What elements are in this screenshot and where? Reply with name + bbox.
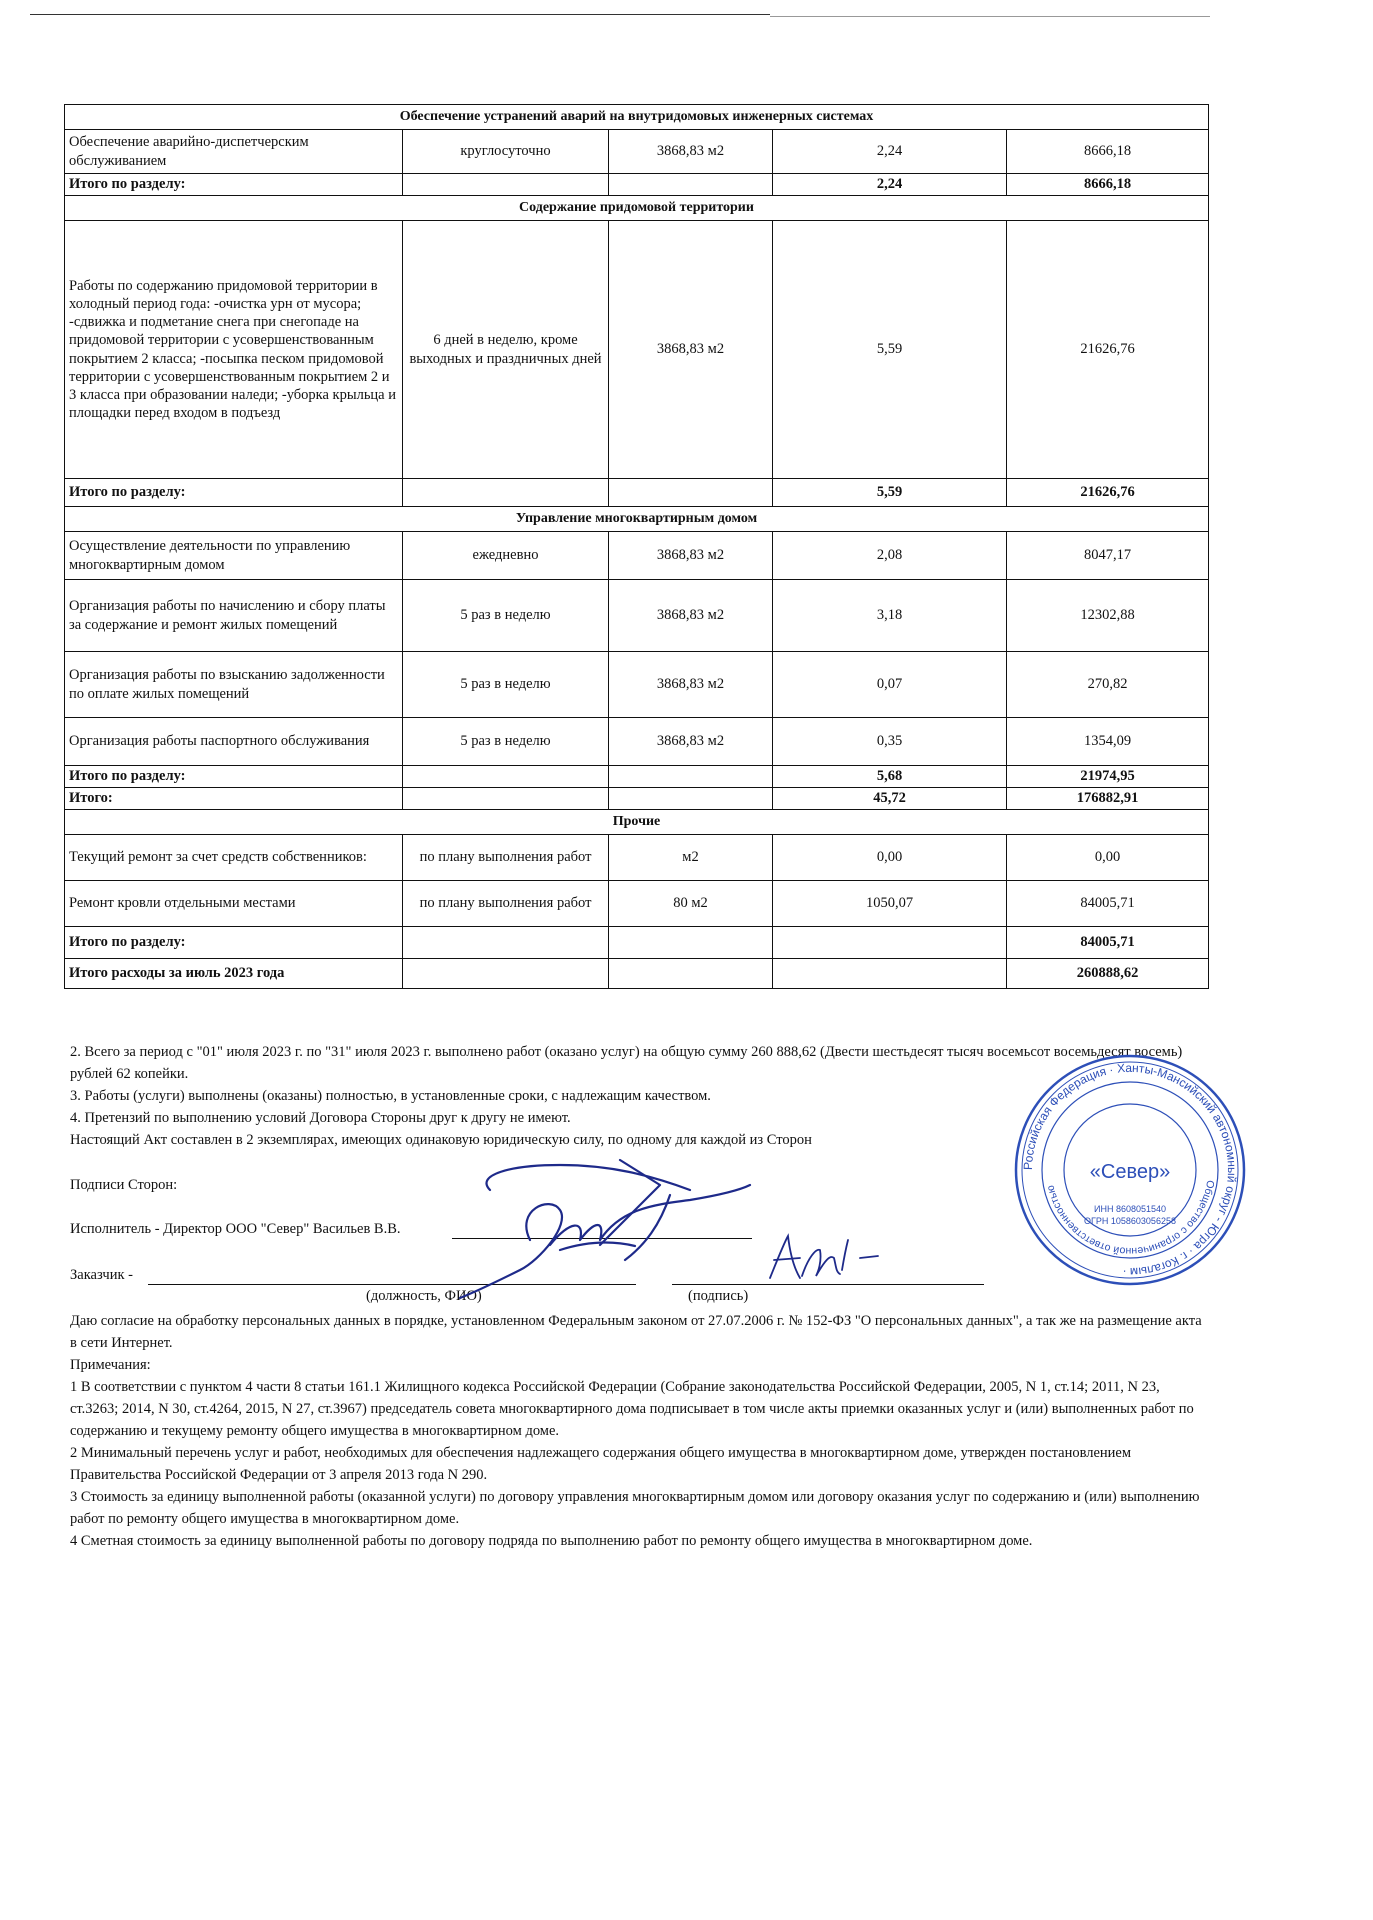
periodicity: 5 раз в неделю (403, 652, 609, 718)
table-row (65, 881, 1209, 927)
statement-copies: Настоящий Акт составлен в 2 экземплярах, имеющих одинаковую юридическую силу, по одному для каждой из Сторон (70, 1132, 812, 1148)
work-name: Осуществление деятельности по управлению многоквартирным домом (65, 532, 403, 580)
work-name: Обеспечение аварийно-диспетчерским обслуживанием (65, 130, 403, 174)
note-1: 1 В соответствии с пунктом 4 части 8 статьи 161.1 Жилищного кодекса Российской Федерации (Собрание законодательства Российской Федерации, 2005, N 1, ст.14; 2011, N 23, ст.3263; 2014, N 30, ст.4264, 2015, N 27, ст.3967) председатель совета многоквартирного дома подписывает в том числе акты приемки оказанных услуг и (или) выполненных работ по содержанию и текущему ремонту общего имущества в многоквартирном доме. (70, 1379, 1194, 1439)
customer-signature (760, 1228, 900, 1288)
stamp-center-text: «Север» (1089, 1161, 1171, 1183)
work-name: Ремонт кровли отдельными местами (65, 881, 403, 927)
work-name: Текущий ремонт за счет средств собственников: (65, 835, 403, 881)
statement-total: 2. Всего за период с "01" июля 2023 г. по "31" июля 2023 г. выполнено работ (оказано услуг) на общую сумму 260 888,62 (Двести шестьдесят тысяч восемьсот восемьдесят восемь) рублей 62 копейки. (70, 1044, 1183, 1082)
periodicity: круглосуточно (403, 130, 609, 174)
section-header: Управление многоквартирным домом (65, 507, 1209, 532)
rate: 0,35 (773, 718, 1007, 766)
rate: 2,08 (773, 532, 1007, 580)
services-table (64, 104, 1209, 989)
stamp-ring-text: Российская Федерация · Ханты-Мансийский автономный округ - Югра · г. Когалым · (1020, 1060, 1240, 1280)
rate: 0,00 (773, 835, 1007, 881)
cost: 84005,71 (1007, 881, 1209, 927)
stamp-inn: ИНН 8608051540 (1093, 1204, 1167, 1214)
top-rule-faint (770, 16, 1210, 17)
rate: 5,59 (773, 221, 1007, 479)
stamp-ogrn: ОГРН 1058603056258 (1084, 1216, 1176, 1226)
table-row (65, 580, 1209, 652)
signatures-heading: Подписи Сторон: (70, 1177, 178, 1193)
table-row (65, 130, 1209, 174)
rate: 3,18 (773, 580, 1007, 652)
section-total-row: Итого по разделу: 5,68 21974,95 (65, 766, 1209, 788)
executor-signature (420, 1150, 760, 1310)
statement-no-claims: 4. Претензий по выполнению условий Договора Стороны друг к другу не имеют. (70, 1110, 571, 1126)
table-row (65, 532, 1209, 580)
section-total-row: Итого по разделу: 84005,71 (65, 927, 1209, 959)
volume: 3868,83 м2 (609, 652, 773, 718)
cost: 12302,88 (1007, 580, 1209, 652)
note-3: 3 Стоимость за единицу выполненной работы (оказанной услуги) по договору управления многоквартирным домом или договору оказания услуг по содержанию и (или) выполнению работ по ремонту общего имущества в многоквартирном доме. (70, 1489, 1200, 1527)
work-name: Организация работы паспортного обслуживания (65, 718, 403, 766)
section-header: Обеспечение устранений аварий на внутридомовых инженерных системах (65, 105, 1209, 130)
volume: 3868,83 м2 (609, 130, 773, 174)
note-4: 4 Сметная стоимость за единицу выполненной работы по договору подряда по выполнению работ по ремонту общего имущества в многоквартирном доме. (70, 1533, 1033, 1549)
table-row (65, 221, 1209, 479)
consent-text: Даю согласие на обработку персональных данных в порядке, установленном Федеральным законом от 27.07.2006 г. № 152-ФЗ "О персональных данных", а так же на размещение акта в сети Интернет. (70, 1313, 1202, 1351)
volume: 3868,83 м2 (609, 532, 773, 580)
table-row (65, 718, 1209, 766)
volume: 3868,83 м2 (609, 221, 773, 479)
periodicity: по плану выполнения работ (403, 835, 609, 881)
rate: 1050,07 (773, 881, 1007, 927)
section-total-row: Итого по разделу: 2,24 8666,18 (65, 174, 1209, 196)
caption-position: (должность, ФИО) (366, 1288, 482, 1304)
volume: 3868,83 м2 (609, 718, 773, 766)
table-row (65, 835, 1209, 881)
volume: м2 (609, 835, 773, 881)
volume: 80 м2 (609, 881, 773, 927)
section-header: Содержание придомовой территории (65, 196, 1209, 221)
cost: 1354,09 (1007, 718, 1209, 766)
stamp-inner-text: Общество с ограниченной ответственностью (1044, 1179, 1217, 1258)
work-name: Организация работы по начислению и сбору платы за содержание и ремонт жилых помещений (65, 580, 403, 652)
table-row (65, 652, 1209, 718)
rate: 2,24 (773, 130, 1007, 174)
periodicity: 5 раз в неделю (403, 718, 609, 766)
work-name: Организация работы по взысканию задолженности по оплате жилых помещений (65, 652, 403, 718)
periodicity: по плану выполнения работ (403, 881, 609, 927)
periodicity: 6 дней в неделю, кроме выходных и праздничных дней (403, 221, 609, 479)
cost: 21626,76 (1007, 221, 1209, 479)
notes-heading: Примечания: (70, 1357, 151, 1373)
executor-label: Исполнитель - Директор ООО "Север" Васильев В.В. (70, 1221, 401, 1237)
cost: 0,00 (1007, 835, 1209, 881)
work-name: Работы по содержанию придомовой территории в холодный период года: -очистка урн от мусора; -сдвижка и подметание снега при снегопаде на придомовой территории с усовершенствованным покрытием 2 класса; -посыпка песком придомовой территории с усовершенствованным покрытием 2 и 3 класса при образовании наледи; -уборка крыльца и площадки перед входом в подъезд (65, 221, 403, 479)
cost: 270,82 (1007, 652, 1209, 718)
cost: 8666,18 (1007, 130, 1209, 174)
statement-quality: 3. Работы (услуги) выполнены (оказаны) полностью, в установленные сроки, с надлежащим качеством. (70, 1088, 711, 1104)
rate: 0,07 (773, 652, 1007, 718)
section-header: Прочие (65, 810, 1209, 835)
periodicity: ежедневно (403, 532, 609, 580)
caption-signature: (подпись) (688, 1288, 749, 1304)
volume: 3868,83 м2 (609, 580, 773, 652)
cost: 8047,17 (1007, 532, 1209, 580)
note-2: 2 Минимальный перечень услуг и работ, необходимых для обеспечения надлежащего содержания общего имущества в многоквартирном доме, утвержден постановлением Правительства Российской Федерации от 3 апреля 2013 года N 290. (70, 1445, 1132, 1483)
expenses-total-row: Итого расходы за июль 2023 года 260888,62 (65, 959, 1209, 989)
grand-total-row: Итого: 45,72 176882,91 (65, 788, 1209, 810)
company-stamp (1010, 1050, 1250, 1290)
customer-label: Заказчик - (70, 1267, 133, 1283)
periodicity: 5 раз в неделю (403, 580, 609, 652)
section-total-row: Итого по разделу: 5,59 21626,76 (65, 479, 1209, 507)
top-rule (30, 14, 770, 15)
